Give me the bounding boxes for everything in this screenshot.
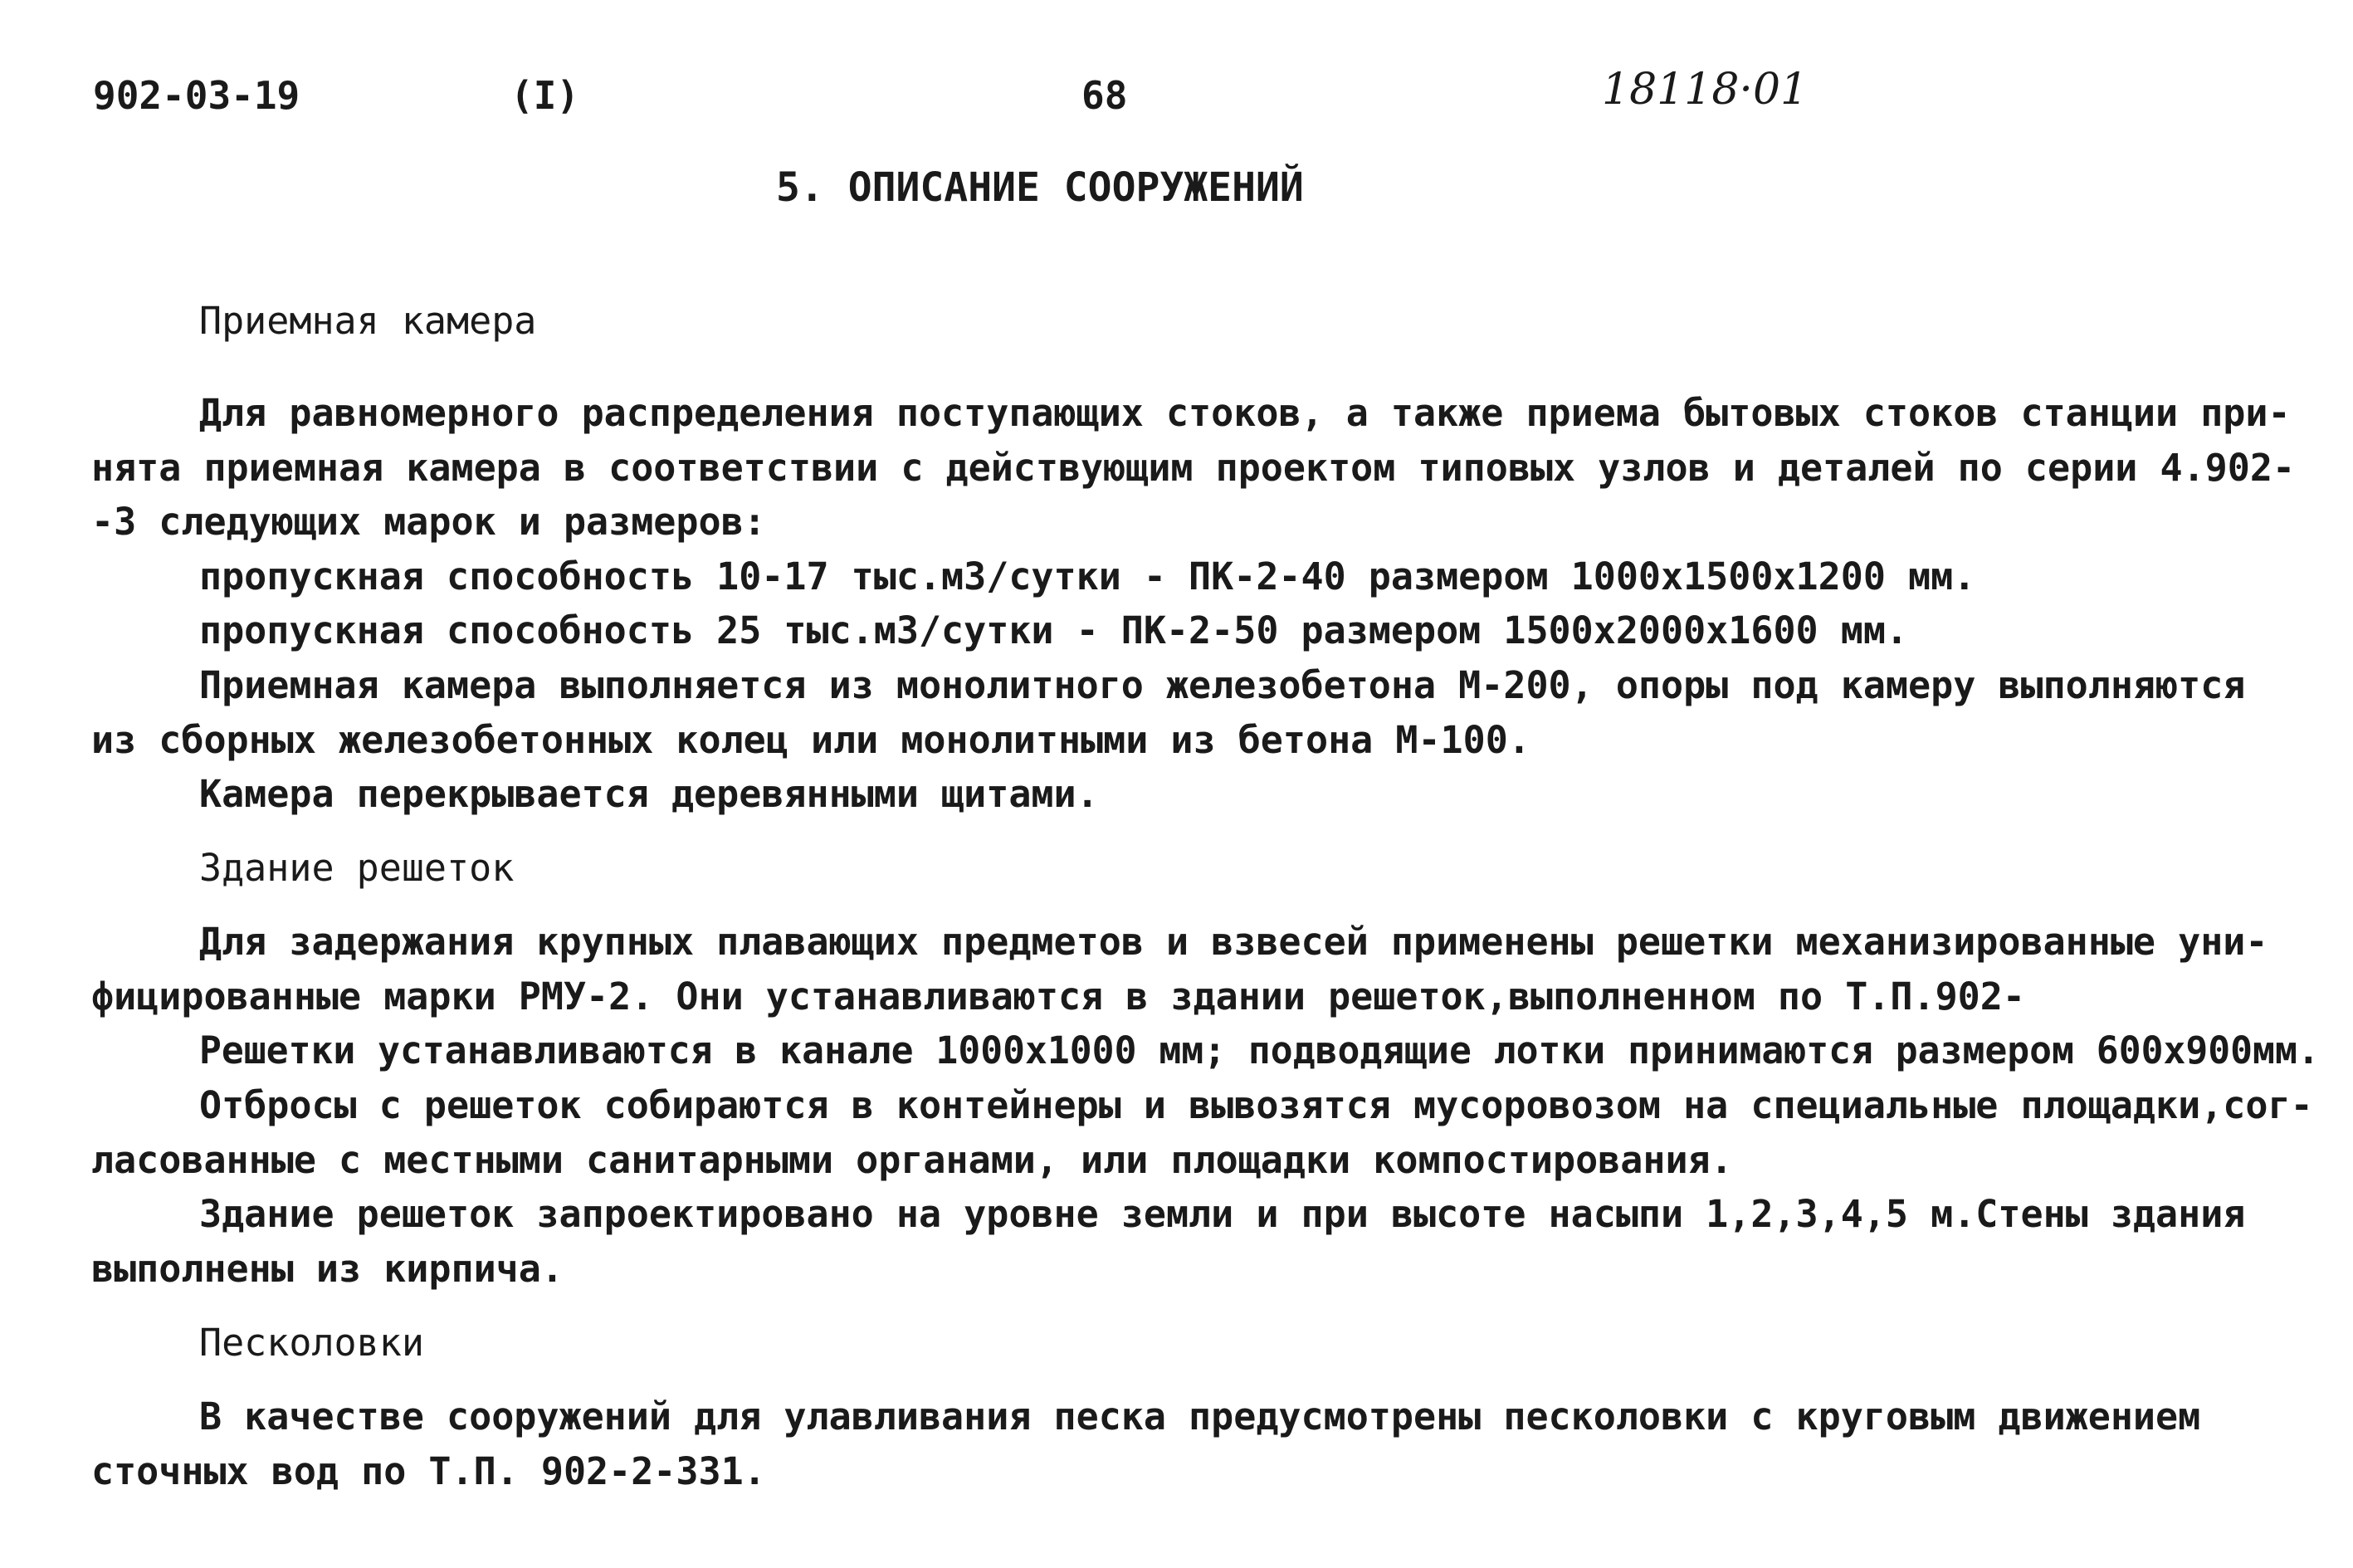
paragraph-line: ласованные с местными санитарными органами, или площадки компостирования.: [91, 1138, 1733, 1182]
paragraph-line: Отбросы с решеток собираются в контейнеры и вывозятся мусоровозом на специальные площадки,сог-: [199, 1083, 2313, 1127]
paragraph-line: Для задержания крупных плавающих предметов и взвесей применены решетки механизированные уни-: [199, 920, 2268, 964]
paragraph-line: пропускная способность 10-17 тыс.м3/сутки - ПК-2-40 размером 1000х1500х1200 мм.: [199, 554, 1976, 598]
paragraph-line: сточных вод по Т.П. 902-2-331.: [91, 1449, 766, 1493]
page-title: 5. ОПИСАНИЕ СООРУЖЕНИЙ: [776, 164, 1304, 211]
paragraph-line: фицированные марки РМУ-2. Они устанавливаются в здании решеток,выполненном по Т.П.902-: [91, 975, 2025, 1018]
section-marker: (I): [510, 73, 580, 118]
paragraph-line: пропускная способность 25 тыс.м3/сутки - ПК-2-50 размером 1500х2000х1600 мм.: [199, 608, 1909, 652]
paragraph-line: -3 следующих марок и размеров:: [91, 500, 766, 544]
paragraph-line: из сборных железобетонных колец или монолитными из бетона М-100.: [91, 718, 1530, 762]
section-heading-receiving-chamber: Приемная камера: [199, 299, 537, 343]
paragraph-line: выполнены из кирпича.: [91, 1247, 564, 1291]
handwritten-inventory-number: 18118·01: [1602, 65, 1809, 115]
page-number: 68: [1081, 73, 1128, 118]
paragraph-line: Камера перекрывается деревянными щитами.: [199, 772, 1099, 816]
paragraph-line: Приемная камера выполняется из монолитного железобетона М-200, опоры под камеру выполняются: [199, 663, 2246, 707]
paragraph-line: В качестве сооружений для улавливания песка предусмотрены песколовки с круговым движением: [199, 1395, 2201, 1439]
paragraph-line: Решетки устанавливаются в канале 1000х1000 мм; подводящие лотки принимаются размером 600х900мм.: [199, 1028, 2320, 1072]
paragraph-line: Здание решеток запроектировано на уровне земли и при высоте насыпи 1,2,3,4,5 м.Стены здания: [199, 1192, 2246, 1236]
document-code: 902-03-19: [93, 73, 300, 118]
paragraph-line: Для равномерного распределения поступающих стоков, а также приема бытовых стоков станции при-: [199, 391, 2291, 435]
section-heading-screen-building: Здание решеток: [199, 846, 515, 890]
section-heading-sand-traps: Песколовки: [199, 1321, 424, 1365]
paragraph-line: нята приемная камера в соответствии с действующим проектом типовых узлов и деталей по серии 4.902-: [91, 446, 2296, 490]
